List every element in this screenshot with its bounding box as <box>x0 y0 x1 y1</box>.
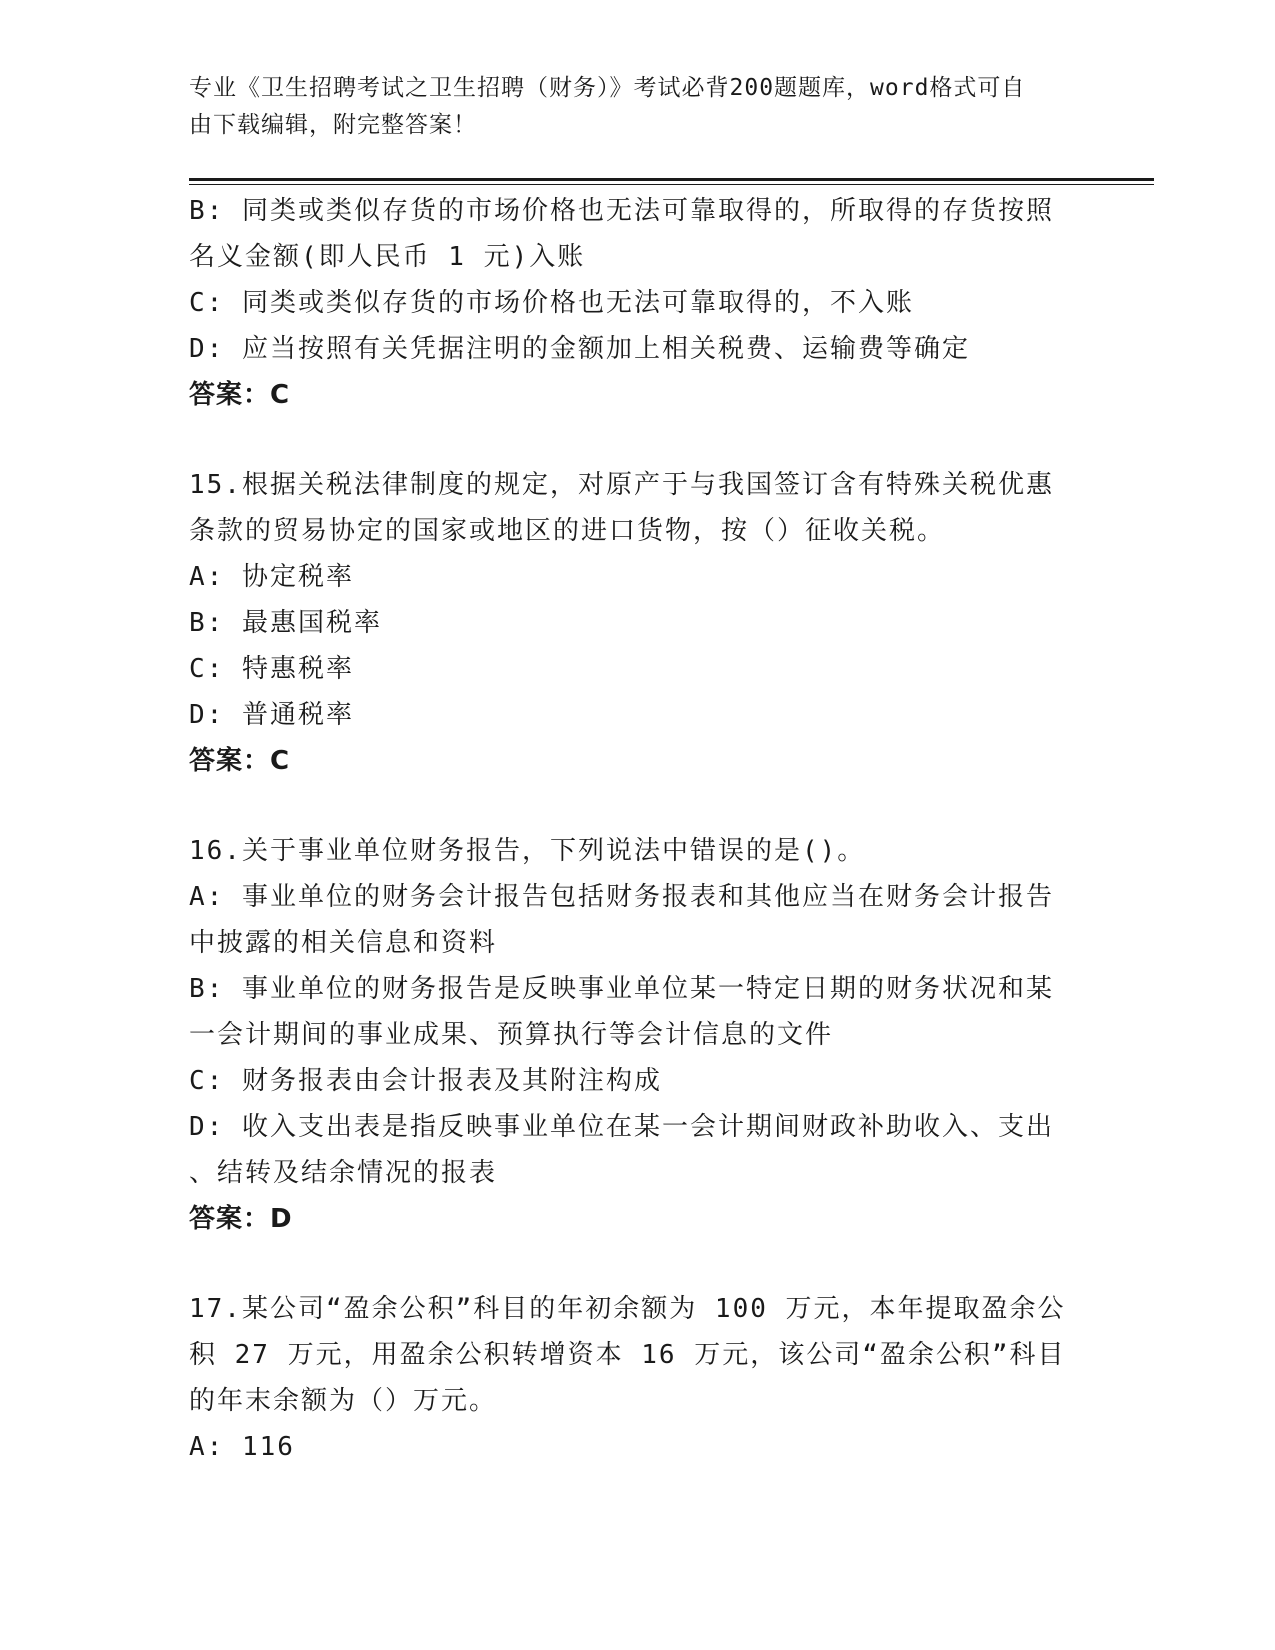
option-b-line-2: 一会计期间的事业成果、预算执行等会计信息的文件 <box>189 1020 834 1050</box>
spacer <box>189 418 1079 462</box>
option-a: A: 协定税率 <box>189 562 354 592</box>
question-text-line-2: 积 27 万元，用盈余公积转增资本 16 万元，该公司“盈余公积”科目 <box>189 1340 1066 1370</box>
option-d-line-2: 、结转及结余情况的报表 <box>189 1158 498 1188</box>
question-text-line-3: 的年末余额为（）万元。 <box>189 1386 498 1416</box>
option-b: B: 最惠国税率 <box>189 608 382 638</box>
header-divider-thin <box>189 184 1154 185</box>
question-text-line-1: 15.根据关税法律制度的规定，对原产于与我国签订含有特殊关税优惠 <box>189 470 1054 500</box>
spacer <box>189 784 1079 828</box>
question-text-line-1: 17.某公司“盈余公积”科目的年初余额为 100 万元，本年提取盈余公 <box>189 1294 1066 1324</box>
question-15 <box>189 462 1079 784</box>
answer: 答案：C <box>189 380 291 410</box>
document-header <box>189 70 1079 144</box>
question-text-line-2: 条款的贸易协定的国家或地区的进口货物，按（）征收关税。 <box>189 516 946 546</box>
question-text: 16.关于事业单位财务报告，下列说法中错误的是()。 <box>189 836 866 866</box>
header-title-line-2: 由下载编辑，附完整答案！ <box>189 112 477 138</box>
question-14-tail <box>189 188 1079 418</box>
option-a: A: 116 <box>189 1432 295 1462</box>
option-c: C: 同类或类似存货的市场价格也无法可靠取得的，不入账 <box>189 288 914 318</box>
option-a-line-1: A: 事业单位的财务会计报告包括财务报表和其他应当在财务会计报告 <box>189 882 1054 912</box>
question-17 <box>189 1286 1079 1470</box>
option-d: D: 应当按照有关凭据注明的金额加上相关税费、运输费等确定 <box>189 334 970 364</box>
option-c: C: 特惠税率 <box>189 654 354 684</box>
spacer <box>189 1242 1079 1286</box>
answer: 答案：C <box>189 746 291 776</box>
question-16 <box>189 828 1079 1242</box>
option-b-line-1: B: 同类或类似存货的市场价格也无法可靠取得的，所取得的存货按照 <box>189 196 1054 226</box>
option-b-line-1: B: 事业单位的财务报告是反映事业单位某一特定日期的财务状况和某 <box>189 974 1054 1004</box>
option-b-line-2: 名义金额(即人民币 1 元)入账 <box>189 242 586 272</box>
option-a-line-2: 中披露的相关信息和资料 <box>189 928 498 958</box>
header-title-line-1: 专业《卫生招聘考试之卫生招聘（财务）》考试必背200题题库，word格式可自 <box>189 75 1026 101</box>
option-c: C: 财务报表由会计报表及其附注构成 <box>189 1066 662 1096</box>
option-d-line-1: D: 收入支出表是指反映事业单位在某一会计期间财政补助收入、支出 <box>189 1112 1054 1142</box>
question-list <box>189 188 1079 1470</box>
answer: 答案：D <box>189 1204 293 1234</box>
option-d: D: 普通税率 <box>189 700 354 730</box>
header-divider-thick <box>189 178 1154 181</box>
